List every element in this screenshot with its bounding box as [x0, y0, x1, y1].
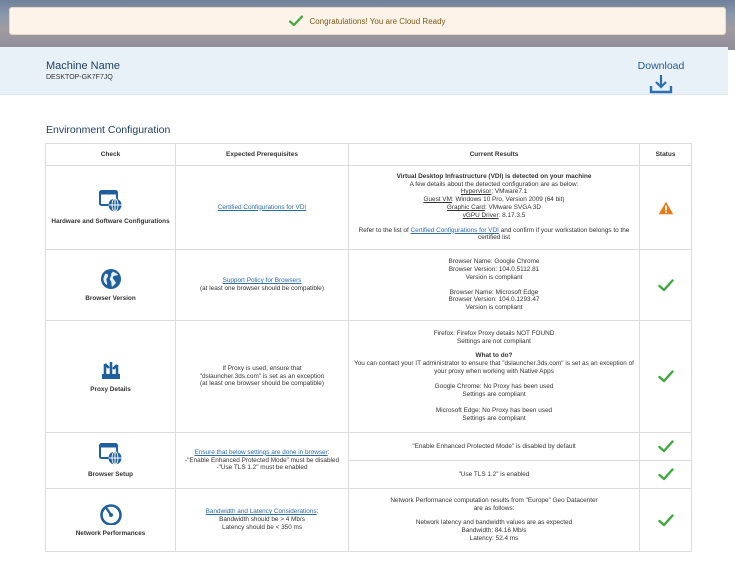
machine-bar	[0, 47, 728, 95]
check-icon	[289, 15, 303, 27]
warning-icon	[658, 201, 674, 215]
prereq-suffix: :	[316, 508, 319, 516]
check-label: Proxy Details	[90, 386, 131, 394]
browser-name: Browser Name: Microsoft Edge	[449, 288, 539, 296]
detail-value: : VMware7.1	[491, 188, 528, 196]
banner-text: Congratulations! You are Cloud Ready	[309, 16, 446, 26]
prereq-item: -"Enable Enhanced Protected Mode" must be disabled	[184, 456, 340, 464]
detail-value: : 8.17.3.5	[498, 211, 526, 219]
what-to-do-text: You can contact your IT administrator to ensure that "dslauncher.3ds.com" is set as an exception of your proxy when working with Native Apps	[354, 359, 634, 375]
chrome-proxy-result: Google Chrome: No Proxy has been used	[434, 383, 554, 391]
results-cell	[349, 321, 640, 433]
network-result-text: Network Performance computation results from "Europe" Geo Datacenter	[390, 497, 598, 505]
detail-key: Hypervisor	[460, 188, 492, 196]
machine-name-label: Machine Name	[46, 60, 120, 72]
browser-name: Browser Name: Google Chrome	[448, 258, 540, 266]
status-cell	[640, 461, 692, 489]
browser-version: Browser Version: 104.0.5112.81	[448, 265, 540, 273]
prereq-text: (at least one browser should be compatible)	[200, 380, 324, 388]
table-header-row	[46, 144, 692, 166]
environment-table	[45, 143, 692, 552]
table-row	[46, 489, 692, 552]
prereq-text: If Proxy is used, ensure that	[222, 364, 302, 372]
check-icon	[658, 468, 674, 481]
detail-key: vGPU Driver	[462, 211, 499, 219]
proxy-icon	[99, 359, 123, 381]
vdi-detail	[353, 204, 635, 212]
check-icon	[658, 279, 674, 292]
results-cell	[349, 489, 640, 552]
status-cell	[640, 489, 692, 552]
browser-status: Version is compliant	[465, 304, 523, 312]
prereq-heading	[180, 449, 344, 457]
refer-prefix: Refer to the list of	[358, 226, 411, 234]
status-cell	[640, 166, 692, 250]
latency-value: Latency: 52.4 ms	[469, 534, 519, 542]
what-to-do-title: What to do?	[475, 351, 513, 359]
check-icon	[658, 370, 674, 383]
vdi-detected-title: Virtual Desktop Infrastructure (VDI) is detected on your machine	[396, 172, 592, 180]
prereq-cell	[176, 489, 349, 552]
prereq-item: -"Use TLS 1.2" must be enabled	[216, 464, 308, 472]
gauge-icon	[99, 503, 123, 525]
bandwidth-value: Bandwidth: 84.16 Mb/s	[461, 526, 527, 534]
refer-certified-link[interactable]: Certified Configurations for VDI	[410, 226, 499, 234]
support-policy-link[interactable]: Support Policy for Browsers	[222, 277, 302, 285]
globe-icon	[100, 268, 122, 290]
check-cell	[46, 250, 176, 321]
network-result-text: Network latency and bandwidth values are as expected	[415, 519, 573, 527]
success-banner	[9, 7, 726, 35]
download-icon	[649, 74, 673, 94]
bandwidth-latency-link[interactable]: Bandwidth and Latency Considerations	[205, 508, 317, 516]
firefox-proxy-status: Settings are not compliant	[457, 338, 531, 346]
table-row	[46, 433, 692, 461]
results-cell	[349, 166, 640, 250]
prereq-heading	[180, 508, 344, 516]
results-cell	[349, 250, 640, 321]
browser-version: Browser Version: 104.0.1293.47	[448, 296, 540, 304]
check-cell	[46, 166, 176, 250]
detail-value: : VMware SVGA 3D	[484, 204, 542, 211]
table-row	[46, 250, 692, 321]
machine-name-value: DESKTOP-GK7F7JQ	[46, 74, 113, 81]
status-cell	[640, 433, 692, 461]
vdi-detail	[353, 188, 635, 196]
vdi-detail	[353, 212, 635, 220]
prereq-cell	[176, 433, 349, 489]
browser-status: Version is compliant	[465, 273, 523, 281]
results-cell: "Enable Enhanced Protected Mode" is disabled by default	[349, 433, 640, 461]
vdi-intro: A few details about the detected configuration are as below:	[409, 180, 579, 188]
prereq-text: Latency should be < 350 ms	[221, 523, 303, 531]
firefox-proxy-result: Firefox: Firefox Proxy details NOT FOUND	[433, 330, 555, 338]
chrome-proxy-status: Settings are compliant	[462, 391, 526, 399]
section-title: Environment Configuration	[46, 124, 171, 136]
prereq-text: Bandwidth should be > 4 Mb/s	[219, 516, 305, 524]
header-check: Check	[46, 144, 176, 166]
prereq-text: "dslauncher.3ds.com" is set as an exception	[199, 372, 325, 380]
status-cell	[640, 250, 692, 321]
prereq-note: (at least one browser should be compatible)	[200, 285, 324, 292]
refer-suffix: and confirm if your workstation belongs to the certified list	[478, 226, 630, 242]
check-cell	[46, 433, 176, 489]
browser-settings-link[interactable]: Ensure that below settings are done in browser	[194, 448, 328, 456]
table-row	[46, 166, 692, 250]
header-status: Status	[640, 144, 692, 166]
check-label: Browser Setup	[87, 471, 134, 479]
results-cell: "Use TLS 1.2" is enabled	[349, 461, 640, 489]
check-label: Network Performances	[75, 529, 146, 537]
detail-value: : Windows 10 Pro, Version 2009 (64 bit)	[451, 196, 565, 204]
download-label: Download	[637, 60, 685, 72]
status-cell	[640, 321, 692, 433]
check-label: Browser Version	[85, 294, 136, 302]
check-cell	[46, 321, 176, 433]
certified-configurations-link[interactable]: Certified Configurations for VDI	[217, 203, 307, 211]
prereq-suffix: :	[327, 448, 330, 456]
edge-proxy-status: Settings are compliant	[462, 414, 526, 422]
prereq-cell	[176, 166, 349, 250]
check-cell	[46, 489, 176, 552]
detail-key: Graphic Card	[446, 204, 485, 211]
vdi-detail	[353, 196, 635, 204]
prereq-cell	[176, 321, 349, 433]
vdi-refer-text	[353, 227, 635, 243]
header-current-results: Current Results	[349, 144, 640, 166]
check-icon	[658, 514, 674, 527]
prereq-cell	[176, 250, 349, 321]
header-expected-prerequisites: Expected Prerequisites	[176, 144, 349, 166]
download-button[interactable]	[631, 60, 691, 99]
table-row	[46, 321, 692, 433]
edge-proxy-result: Microsoft Edge: No Proxy has been used	[435, 407, 553, 415]
vdi-computer-icon	[98, 189, 124, 213]
network-result-text: are as follows:	[473, 505, 515, 513]
browser-setup-icon	[98, 442, 124, 466]
check-label: Hardware and Software Configurations	[51, 218, 170, 226]
check-icon	[658, 440, 674, 453]
detail-key: Guest VM	[423, 196, 452, 204]
